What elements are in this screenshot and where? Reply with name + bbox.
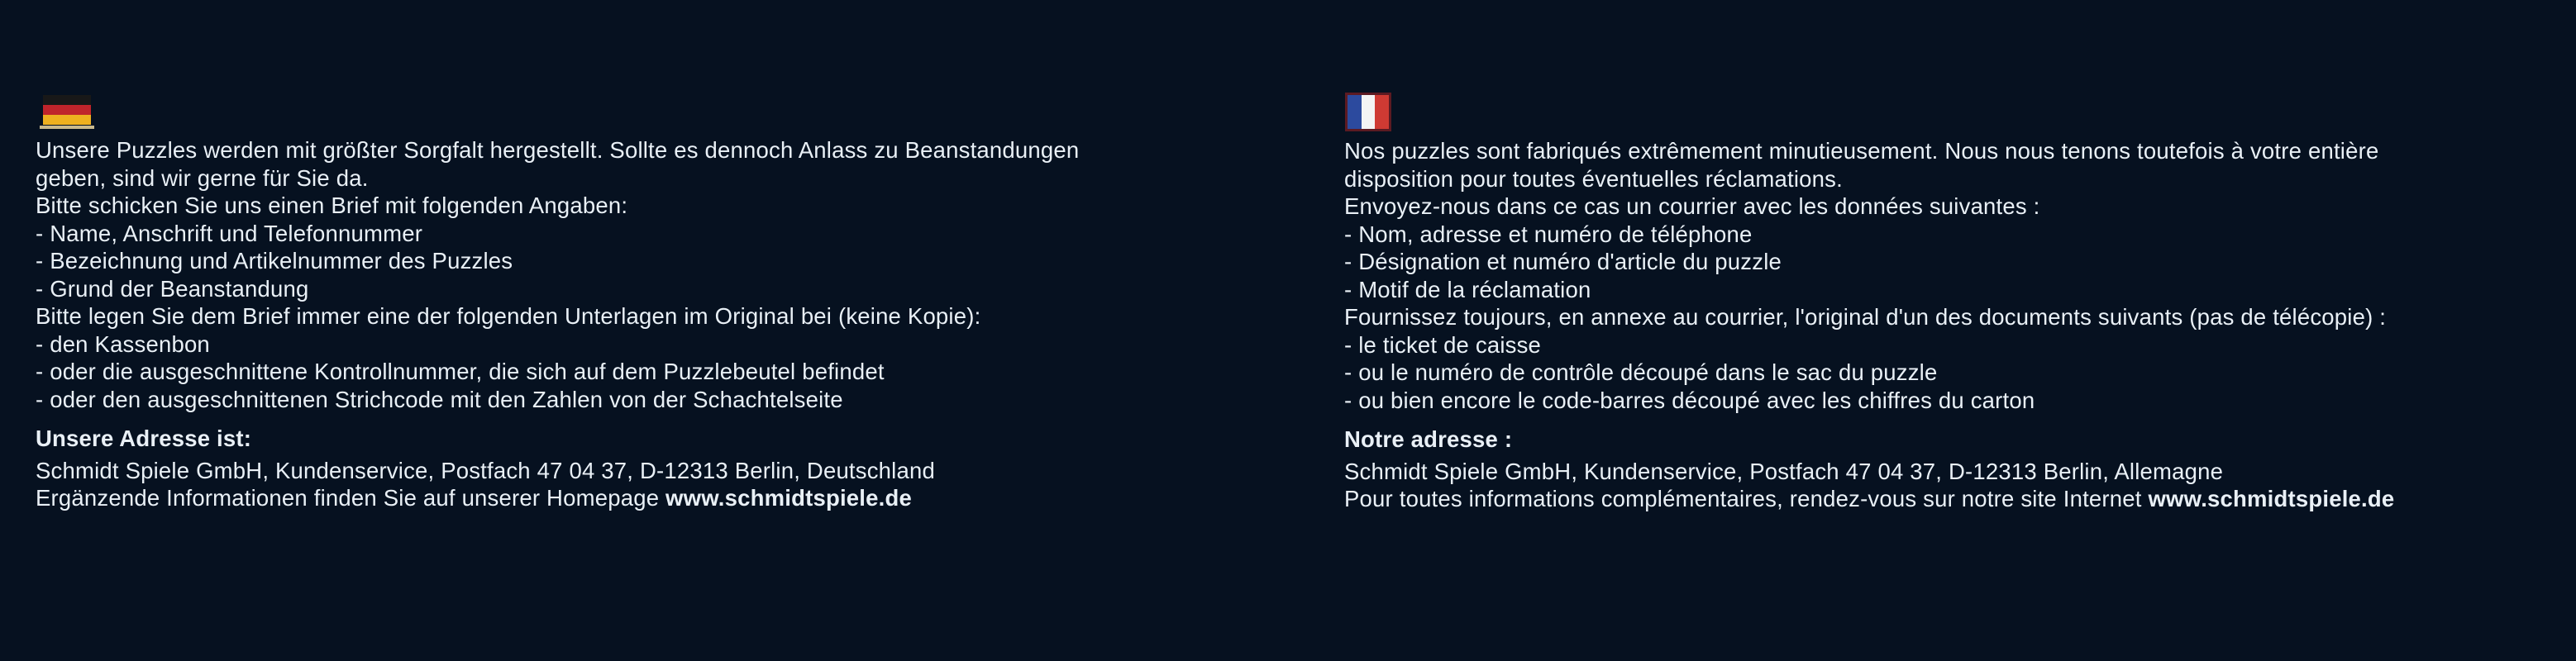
text-line: Fournissez toujours, en annexe au courrier, l'original d'un des documents suivants (pas de télécopie) : — [1344, 304, 2387, 330]
address-line: Schmidt Spiele GmbH, Kundenservice, Postfach 47 04 37, D-12313 Berlin, Deutschland — [36, 457, 935, 483]
list-item: - Désignation et numéro d'article du puzzle — [1344, 249, 1782, 274]
homepage-url: www.schmidtspiele.de — [2148, 486, 2395, 511]
address-heading: Notre adresse : — [1344, 426, 1513, 452]
germany-flag-gold-stripe — [43, 115, 91, 125]
germany-flag-icon — [43, 95, 91, 129]
list-item: - ou bien encore le code-barres découpé avec les chiffres du carton — [1344, 387, 2035, 413]
list-item: - Bezeichnung und Artikelnummer des Puzzles — [36, 248, 513, 273]
list-item: - oder den ausgeschnittenen Strichcode mit den Zahlen von der Schachtelseite — [36, 386, 843, 412]
text-line: Nos puzzles sont fabriqués extrêmement minutieusement. Nous nous tenons toutefois à votre entière — [1344, 138, 2379, 164]
text-line: Bitte legen Sie dem Brief immer eine der folgenden Unterlagen im Original bei (keine Kopie): — [36, 303, 981, 329]
homepage-line — [36, 484, 1276, 512]
germany-flag-underline — [40, 126, 94, 129]
france-flag-red-stripe — [1375, 95, 1389, 129]
list-item: - Nom, adresse et numéro de téléphone — [1344, 221, 1753, 247]
list-item: - Motif de la réclamation — [1344, 276, 1591, 302]
list-item: - den Kassenbon — [36, 330, 210, 357]
list-item: - ou le numéro de contrôle découpé dans le sac du puzzle — [1344, 359, 1938, 385]
france-flag-white-stripe — [1362, 95, 1376, 129]
france-flag-icon — [1345, 93, 1391, 131]
france-flag-blue-stripe — [1348, 95, 1362, 129]
homepage-text: Ergänzende Informationen finden Sie auf unserer Homepage — [36, 485, 666, 511]
address-heading: Unsere Adresse ist: — [36, 426, 252, 451]
text-line: geben, sind wir gerne für Sie da. — [36, 164, 369, 191]
germany-flag-black-stripe — [43, 95, 91, 105]
homepage-line — [1344, 485, 2559, 513]
list-item: - Grund der Beanstandung — [36, 275, 309, 302]
homepage-url: www.schmidtspiele.de — [665, 485, 912, 511]
text-line: disposition pour toutes éventuelles réclamations. — [1344, 165, 1843, 192]
germany-flag-red-stripe — [43, 105, 91, 115]
text-line: Envoyez-nous dans ce cas un courrier avec les données suivantes : — [1344, 193, 2040, 219]
french-section — [1344, 93, 2559, 513]
text-line: Unsere Puzzles werden mit größter Sorgfalt hergestellt. Sollte es dennoch Anlass zu Beanstandungen — [36, 137, 1080, 163]
homepage-text: Pour toutes informations complémentaires, rendez-vous sur notre site Internet — [1344, 486, 2149, 511]
list-item: - Name, Anschrift und Telefonnummer — [36, 220, 423, 246]
list-item: - oder die ausgeschnittene Kontrollnummer, die sich auf dem Puzzlebeutel befindet — [36, 359, 885, 384]
list-item: - le ticket de caisse — [1344, 331, 1542, 358]
german-section — [36, 93, 1276, 512]
address-line: Schmidt Spiele GmbH, Kundenservice, Postfach 47 04 37, D-12313 Berlin, Allemagne — [1344, 458, 2224, 484]
text-line: Bitte schicken Sie uns einen Brief mit folgenden Angaben: — [36, 193, 628, 218]
